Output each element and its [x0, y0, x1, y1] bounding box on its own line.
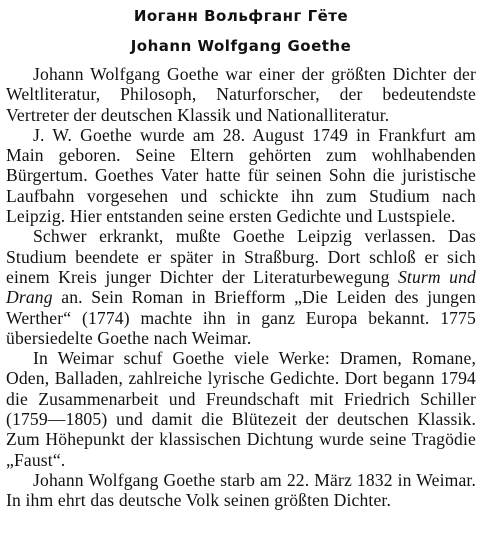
heading-russian: Иоганн Вольфганг Гёте [133, 7, 349, 25]
paragraph-birth: J. W. Goethe wurde am 28. August 1749 in Frankfurt am Main geboren. Seine Eltern gehörten zum wohlhabenden Bürgertum. Goethes Vater hatte für seinen Sohn die juristische Laufbahn vorgesehen und schickte ihn zum Studium nach Leipzig. Hier entstanden seine ersten Gedichte und Lustspiele. [6, 124, 476, 227]
paragraph-strassburg-part2: an. Sein Roman in Briefform „Die Leiden des jungen Werther“ (1774) machte ihn in ganz Europa bekannt. 1775 übersiedelte Goethe nach Weimar. [6, 287, 476, 348]
paragraph-strassburg-part1: Schwer erkrankt, mußte Goethe Leipzig verlassen. Das Studium beendete er später in Straßburg. Dort schloß er sich einem Kreis junger Dichter der Literaturbewegung [6, 226, 476, 287]
movement-name: Sturm und Drang [6, 266, 476, 308]
paragraph-death: Johann Wolfgang Goethe starb am 22. März 1832 in Weimar. In ihm ehrt das deutsche Volk seinen größten Dichter. [6, 469, 476, 511]
paragraph-intro: Johann Wolfgang Goethe war einer der größten Dichter der Weltliteratur, Philosoph, Naturforscher, der bedeutendste Vertreter der deutschen Klassik und Nationalliteratur. [6, 64, 476, 125]
paragraph-weimar: In Weimar schuf Goethe viele Werke: Dramen, Romane, Oden, Balladen, zahlreiche lyrische Gedichte. Dort begann 1794 die Zusammenarbeit und Freundschaft mit Friedrich Schiller (1759—1805) und damit die Blütezeit der deutschen Klassik. Zum Höhepunkt der klassischen Dichtung wurde seine Tragödie „Faust“. [6, 348, 476, 470]
paragraph-strassburg [6, 226, 476, 348]
heading-german: Johann Wolfgang Goethe [130, 37, 352, 55]
